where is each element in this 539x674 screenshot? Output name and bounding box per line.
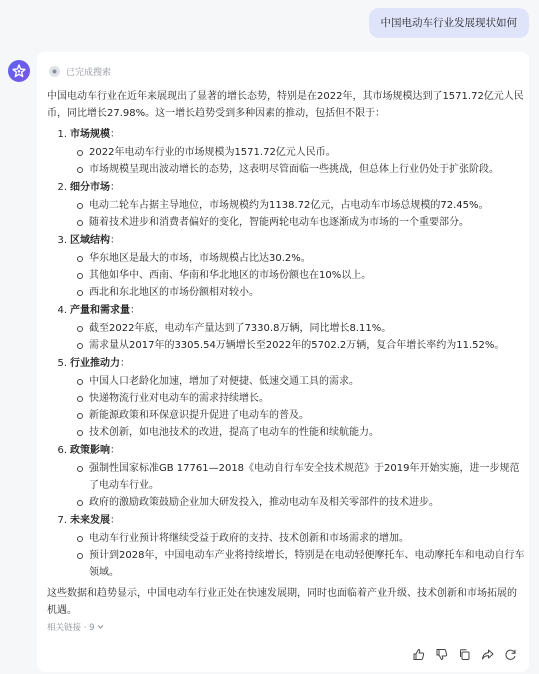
regenerate-icon[interactable]: [504, 648, 517, 661]
bullet-item: 强制性国家标准GB 17761—2018《电动自行车安全技术规范》于2019年开始实施，进一步规范了电动车行业。: [47, 460, 525, 494]
section-bullets: [47, 530, 525, 581]
section-heading: [47, 302, 525, 319]
section-title: 市场规模: [70, 129, 110, 140]
search-check-icon: [49, 66, 60, 77]
section-title: 产量和需求量: [70, 305, 130, 316]
conclusion-paragraph: 这些数据和趋势显示，中国电动车行业正处在快速发展期，同时也面临着产业升级、技术创新和市场拓展的机遇。: [47, 588, 517, 616]
bullet-item: 政府的激励政策鼓励企业加大研发投入，推动电动车及相关零部件的技术进步。: [47, 494, 525, 511]
thumbs-down-icon[interactable]: [435, 648, 448, 661]
bullet-item: 其他如华中、西南、华南和华北地区的市场份额也在10%以上。: [47, 267, 525, 284]
section-bullets: [47, 197, 525, 231]
search-status[interactable]: [49, 65, 111, 78]
section-bullets: [47, 320, 525, 354]
section-title: 政策影响: [70, 445, 110, 456]
message-actions: [412, 648, 517, 661]
bullet-item: 2022年电动车行业的市场规模为1571.72亿元人民币。: [47, 144, 525, 161]
bullet-item: 西北和东北地区的市场份额相对较小。: [47, 284, 525, 301]
search-status-label: 已完成搜索: [66, 68, 112, 78]
section-bullets: [47, 373, 525, 441]
section-number: 5.: [57, 358, 67, 369]
user-message-bubble: 中国电动车行业发展现状如何: [369, 8, 530, 38]
section-heading: [47, 126, 525, 143]
section-colon: ：: [110, 182, 120, 193]
section-bullets: [47, 144, 525, 178]
section-heading: [47, 442, 525, 459]
section-bullets: [47, 460, 525, 511]
section-number: 4.: [57, 305, 67, 316]
assistant-avatar: [8, 60, 30, 82]
bullet-item: 预计到2028年，中国电动车产业将持续增长，特别是在电动轻便摩托车、电动摩托车和电动自行车领域。: [47, 547, 525, 581]
bullet-item: 新能源政策和环保意识提升促进了电动车的普及。: [47, 407, 525, 424]
section-title: 未来发展: [70, 515, 110, 526]
related-links-toggle[interactable]: [47, 621, 104, 633]
section-title: 区域结构: [70, 235, 110, 246]
bullet-item: 技术创新，如电池技术的改进，提高了电动车的性能和续航能力。: [47, 424, 525, 441]
section-bullets: [47, 250, 525, 301]
share-icon[interactable]: [481, 648, 494, 661]
section-number: 2.: [57, 182, 67, 193]
section-number: 3.: [57, 235, 67, 246]
section-colon: ：: [110, 445, 120, 456]
section-title: 细分市场: [70, 182, 110, 193]
section-colon: ：: [110, 129, 120, 140]
section-colon: ：: [110, 235, 120, 246]
thumbs-up-icon[interactable]: [412, 648, 425, 661]
bullet-item: 市场规模呈现出波动增长的态势，这表明尽管面临一些挑战，但总体上行业仍处于扩张阶段。: [47, 161, 525, 178]
section-colon: ：: [120, 358, 130, 369]
section-number: 1.: [57, 129, 67, 140]
section-title: 行业推动力: [70, 358, 120, 369]
section-number: 7.: [57, 515, 67, 526]
section-colon: ：: [130, 305, 140, 316]
intro-paragraph: 中国电动车行业在近年来展现出了显著的增长态势，特别是在2022年，其市场规模达到了1571.72亿元人民币，同比增长27.98%。这一增长趋势受到多种因素的推动，包括但不限于：: [47, 91, 524, 119]
related-links-label: 相关链接 · 9: [47, 623, 95, 633]
sections-list: [47, 126, 525, 581]
assistant-logo-icon: [12, 64, 26, 78]
bullet-item: 华东地区是最大的市场，市场规模占比达30.2%。: [47, 250, 525, 267]
bullet-item: 电动二轮车占据主导地位，市场规模约为1138.72亿元，占电动车市场总规模的72.45%。: [47, 197, 525, 214]
section-heading: [47, 179, 525, 196]
chevron-down-icon: [97, 623, 104, 630]
bullet-item: 快递物流行业对电动车的需求持续增长。: [47, 390, 525, 407]
assistant-response-card: [37, 52, 529, 672]
section-heading: [47, 355, 525, 372]
section-number: 6.: [57, 445, 67, 456]
response-content: [47, 88, 525, 623]
copy-icon[interactable]: [458, 648, 471, 661]
bullet-item: 电动车行业预计将继续受益于政府的支持、技术创新和市场需求的增加。: [47, 530, 525, 547]
section-colon: ：: [110, 515, 120, 526]
bullet-item: 截至2022年底，电动车产量达到了7330.8万辆，同比增长8.11%。: [47, 320, 525, 337]
bullet-item: 需求量从2017年的3305.54万辆增长至2022年的5702.2万辆，复合年增长率约为11.52%。: [47, 337, 525, 354]
section-heading: [47, 232, 525, 249]
bullet-item: 随着技术进步和消费者偏好的变化，智能两轮电动车也逐渐成为市场的一个重要部分。: [47, 214, 525, 231]
section-heading: [47, 512, 525, 529]
bullet-item: 中国人口老龄化加速，增加了对便捷、低速交通工具的需求。: [47, 373, 525, 390]
